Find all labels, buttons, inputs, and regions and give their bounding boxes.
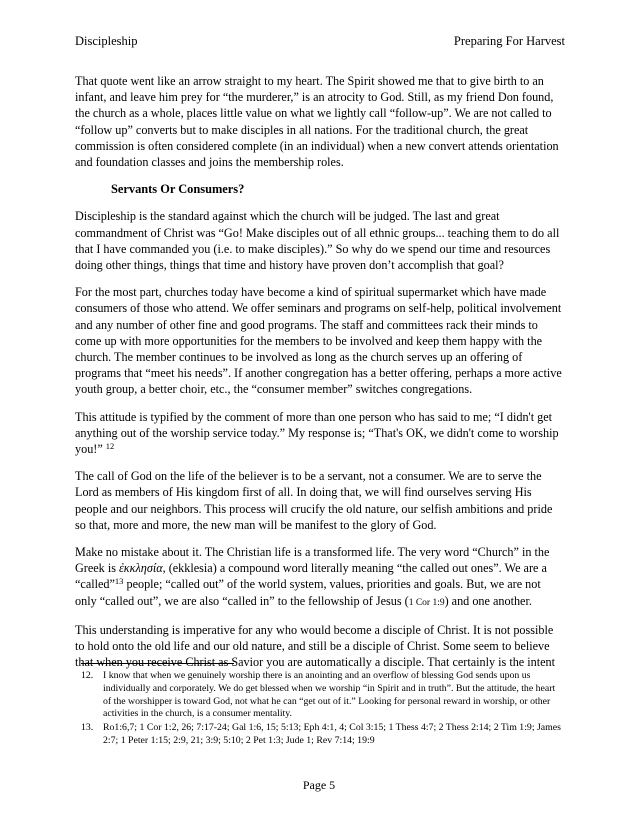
paragraph-4-text: This attitude is typified by the comment of more than one person who has said to me; “I didn't get anything out of the worship service today.” My response is; “That's OK, we didn't come to worship you!” (75, 409, 559, 457)
paragraph-3: For the most part, churches today have become a kind of spiritual supermarket which have made consumers of those who attend. We offer seminars and programs on self-help, political involvement and any number of other fine and good programs. The staff and committees rack their minds to come up with more opportunities for the members to be involved and keep them happy with the church. The member continues to be involved as long as the church serves up an offering of programs that “meet his needs”. If another congregation has a better offering, perhaps a more active youth group, a better choir, etc., the “consumer member” switches congregations. (75, 285, 562, 397)
section-heading: Servants Or Consumers? (111, 182, 245, 197)
footnote-ref-12[interactable]: 12 (105, 441, 115, 452)
header-right-title: Preparing For Harvest (453, 34, 565, 48)
scripture-ref: 1 Cor 1:9 (408, 597, 445, 608)
footnotes (81, 670, 565, 749)
paragraph-4 (75, 409, 565, 458)
footnote-text: I know that when we genuinely worship there is an anointing and an overflow of blessing God sends upon us individually and corporately. We do get blessed when we worship “in Spirit and in truth”. But the attitude, the heart of the worshipper is toward God, not what he can “get out of it.” Looking for personal reward in worship, or other activities in the church, is a consumer mentality. (103, 670, 556, 720)
footnote-13 (81, 722, 565, 748)
paragraph-6-part-d: ) and one another. (444, 593, 532, 608)
paragraph-5: The call of God on the life of the believer is to be a servant, not a consumer. We are to serve the Lord as members of His kingdom first of all. In doing that, we will find ourselves serving His people and our neighbors. This process will crucify the old nature, our selfish ambitions and pride so that, more and more, the new man will be manifest to the glory of God. (75, 469, 553, 532)
paragraph-2: Discipleship is the standard against which the church will be judged. The last and great commandment of Christ was “Go! Make disciples out of all ethnic groups... teaching them to do all that I have commanded you (i.e. to make disciples).” So why do we spend our time and resources doing other things, things that time and history have proven don’t accomplish that goal? (75, 209, 560, 273)
footnote-text: Ro1:6,7; 1 Cor 1:2, 26; 7:17-24; Gal 1:6, 15; 5:13; Eph 4:1, 4; Col 3:15; 1 Thess 4:7; 2 Thess 2:14; 2 Tim 1:9; James 2:7; 1 Peter 1:15; 2:9, 21; 3:9; 5:10; 2 Pet 1:3; Jude 1; Rev 7:14; 19:9 (103, 722, 561, 746)
footnote-ref-13[interactable]: 13 (114, 576, 124, 587)
greek-word: ἐκκλησία (119, 561, 163, 576)
body-text (75, 73, 565, 682)
footnote-12 (81, 670, 565, 721)
paragraph-6 (75, 544, 565, 611)
paragraph-6-part-b: , (ekklesia) a compound word literally meaning “the called out ones”. We are a “called” (75, 561, 547, 592)
page-header (75, 34, 565, 49)
paragraph-6-part-c: people; “called out” of the world system, values, priorities and goals. But, we are not only “called out”, we are also “called in” to the fellowship of Jesus ( (75, 577, 541, 608)
paragraph-7: This understanding is imperative for any who would become a disciple of Christ. It is not possible to hold onto the old life and our old nature, and still be a disciple of Christ. Some seem to believe that when you receive Christ as Savior you are automatically a disciple. That certainly is the intent (75, 622, 556, 670)
paragraph-1: That quote went like an arrow straight to my heart. The Spirit showed me that to give birth to an infant, and leave him prey for “the murderer,” is an atrocity to God. Still, as my friend Don found, the church as a whole, places little value on what we lightly call “follow-up”. We are not called to “follow up” converts but to make disciples in all nations. For the traditional church, the great commission is often considered complete (in an individual) when a new convert attends orientation and foundation classes and joins the membership roles. (75, 74, 559, 170)
page-number: Page 5 (302, 778, 336, 792)
footnote-number: 13. (81, 722, 94, 734)
footnote-number: 12. (81, 670, 94, 681)
header-left-title: Discipleship (75, 34, 138, 48)
paragraph-6-part-a: Make no mistake about it. The Christian life is a transformed life. The very word “Church” in the Greek is (75, 545, 550, 576)
footnote-divider (81, 663, 234, 664)
